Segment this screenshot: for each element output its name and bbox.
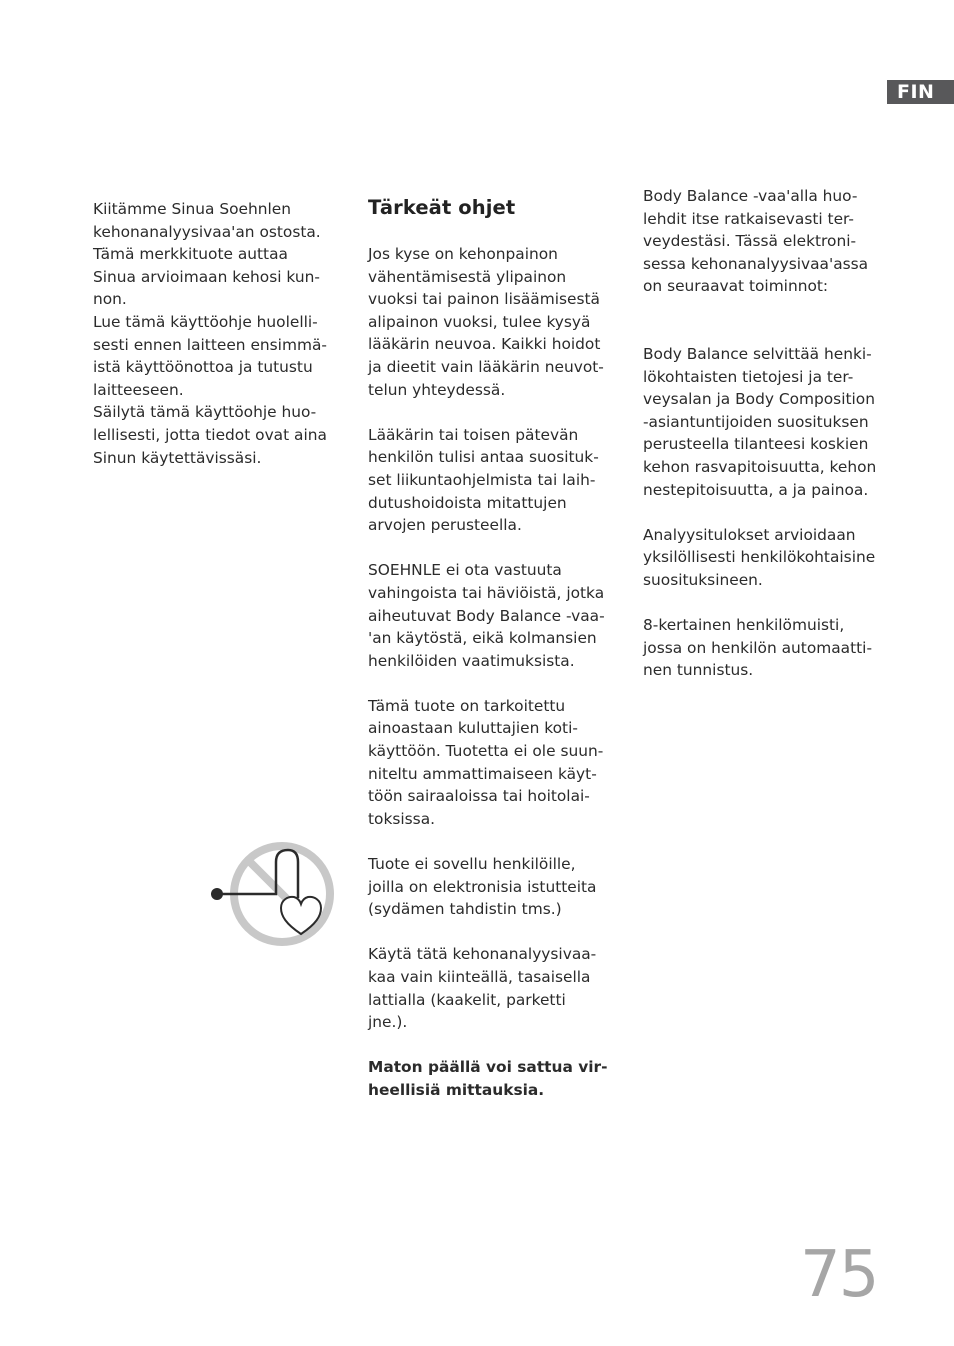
note-paragraph: Jos kyse on kehonpainon vähentämisestä ylipainon vuoksi tai painon lisäämisestä alipainon vuoksi, tulee kysyä lääkärin neuvoa. Kaikki hoidot ja dieetit vain lääkärin neuvot- telun yhteydessä. (368, 245, 604, 399)
feature-paragraph: 8-kertainen henkilömuisti, jossa on henkilön automaatti- nen tunnistus. (643, 616, 873, 680)
feature-paragraph: Body Balance -vaa'alla huo- lehdit itse ratkaisevasti ter- veydestäsi. Tässä elektroni- sessa kehonanalyysivaa'assa on seuraavat toiminnot: (643, 187, 869, 296)
warning-paragraph: Maton päällä voi sattua vir- heellisiä mittauksia. (368, 1058, 608, 1099)
note-paragraph: SOEHNLE ei ota vastuuta vahingoista tai häviöistä, jotka aiheutuvat Body Balance -vaa- 'an käytöstä, eikä kolmansien henkilöiden vaatimuksista. (368, 561, 605, 670)
intro-column (93, 198, 343, 469)
feature-paragraph: Body Balance selvittää henki- lökohtaisten tietojesi ja ter- veysalan ja Body Composition -asiantuntijoiden suosituksen perusteella tilanteesi koskien kehon rasvapitoisuutta, kehon nestepitoisuutta, a ja painoa. (643, 344, 877, 499)
language-tab: FIN (887, 80, 954, 104)
section-heading: Tärkeät ohjet (368, 196, 516, 219)
no-pacemaker-icon (208, 840, 338, 950)
note-paragraph: Lääkärin tai toisen pätevän henkilön tulisi antaa suosituk- set liikuntaohjelmista tai laih- dutushoidoista mitattujen arvojen perusteella. (368, 425, 599, 535)
page-number: 75 (800, 1238, 878, 1312)
note-paragraph: Tuote ei sovellu henkilöille, joilla on elektronisia istutteita (sydämen tahdistin tms.) (368, 855, 597, 919)
important-notes-column (368, 195, 618, 1124)
feature-paragraph: Analyysitulokset arvioidaan yksilöllisesti henkilökohtaisine suosituksineen. (643, 525, 876, 589)
note-paragraph: Käytä tätä kehonanalyysivaa- kaa vain kiinteällä, tasaisella lattialla (kaakelit, parketti jne.). (368, 945, 597, 1032)
note-paragraph: Tämä tuote on tarkoitettu ainoastaan kuluttajien koti- käyttöön. Tuotetta ei ole suun- niteltu ammattimaiseen käyt- töön sairaaloissa tai hoitolai- toksissa. (368, 696, 604, 828)
features-column (643, 185, 903, 704)
intro-paragraph: Kiitämme Sinua Soehnlen kehonanalyysivaa'an ostosta. Tämä merkkituote auttaa Sinua arvioimaan kehosi kun- non. Lue tämä käyttöohje huolelli- sesti ennen laitteen ensimmä- istä käyttöönottoa ja tutustu laitteeseen. Säilytä tämä käyttöohje huo- lellisesti, jotta tiedot ovat aina Sinun käytettävissäsi. (93, 200, 327, 467)
